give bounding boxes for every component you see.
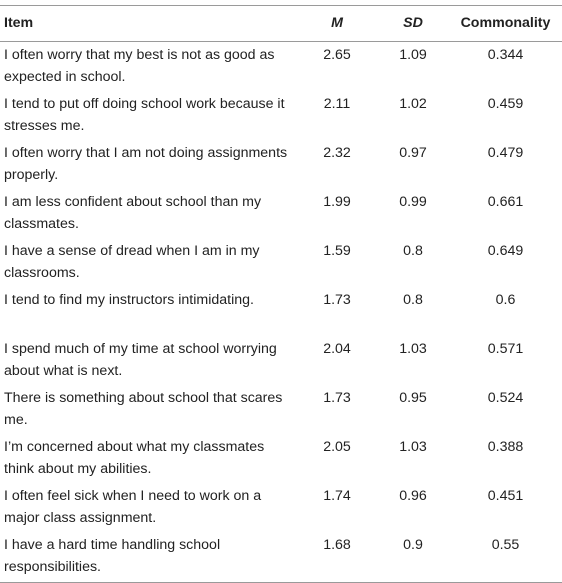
- table-row: [0, 532, 562, 583]
- cell-commonality: 0.661: [487, 194, 524, 210]
- table-row: [0, 336, 562, 385]
- item-statistics-table: [0, 5, 562, 583]
- cell-commonality: 0.6: [495, 292, 516, 308]
- cell-commonality: 0.55: [449, 532, 562, 583]
- header-item: Item: [0, 6, 297, 42]
- cell-item: I often worry that my best is not as good as expected in school.: [4, 47, 275, 85]
- cell-item: I spend much of my time at school worrying about what is next.: [4, 341, 277, 379]
- table-row: [0, 287, 562, 336]
- cell-item: I have a hard time handling school responsibilities.: [0, 532, 297, 583]
- cell-item: There is something about school that scares me.: [4, 390, 283, 428]
- cell-sd: 1.03: [399, 341, 427, 357]
- cell-item: I often feel sick when I need to work on a major class assignment.: [4, 488, 262, 526]
- cell-mean: 1.68: [297, 532, 377, 583]
- header-sd: SD: [377, 6, 449, 42]
- cell-sd: 0.95: [399, 390, 427, 406]
- cell-mean: 1.73: [323, 390, 351, 406]
- cell-mean: 1.59: [323, 243, 351, 259]
- cell-commonality: 0.344: [487, 47, 524, 63]
- cell-sd: 1.03: [399, 439, 427, 455]
- table-header: [0, 6, 562, 42]
- cell-mean: 1.74: [323, 488, 351, 504]
- cell-commonality: 0.388: [487, 439, 524, 455]
- cell-sd: 0.8: [403, 292, 423, 308]
- cell-commonality: 0.459: [487, 96, 524, 112]
- cell-item: I have a sense of dread when I am in my classrooms.: [4, 243, 260, 281]
- cell-item: I often worry that I am not doing assignments properly.: [4, 145, 288, 183]
- cell-sd: 1.09: [399, 47, 427, 63]
- cell-commonality: 0.524: [487, 390, 524, 406]
- table-row: [0, 42, 562, 92]
- header-mean: M: [297, 6, 377, 42]
- cell-sd: 0.96: [399, 488, 427, 504]
- cell-commonality: 0.479: [487, 145, 524, 161]
- cell-item: I tend to find my instructors intimidating.: [4, 292, 254, 308]
- cell-item: I am less confident about school than my classmates.: [4, 194, 262, 232]
- cell-mean: 1.99: [323, 194, 351, 210]
- cell-item: I tend to put off doing school work because it stresses me.: [4, 96, 285, 134]
- cell-sd: 1.02: [399, 96, 427, 112]
- cell-mean: 2.04: [323, 341, 351, 357]
- table-row: [0, 385, 562, 434]
- cell-sd: 0.8: [403, 243, 423, 259]
- cell-mean: 2.65: [323, 47, 351, 63]
- table-row: [0, 189, 562, 238]
- cell-commonality: 0.649: [487, 243, 524, 259]
- cell-mean: 2.05: [323, 439, 351, 455]
- table-row: [0, 434, 562, 483]
- header-commonality: Commonality: [449, 6, 562, 42]
- table-row: [0, 483, 562, 532]
- table-row: [0, 140, 562, 189]
- cell-mean: 2.11: [323, 96, 351, 112]
- cell-sd: 0.9: [377, 532, 449, 583]
- cell-sd: 0.97: [399, 145, 427, 161]
- cell-commonality: 0.451: [487, 488, 524, 504]
- cell-item: I’m concerned about what my classmates think about my abilities.: [4, 439, 265, 477]
- cell-mean: 1.73: [323, 292, 351, 308]
- cell-commonality: 0.571: [487, 341, 524, 357]
- header-row: [0, 6, 562, 42]
- cell-sd: 0.99: [399, 194, 427, 210]
- table-body: [0, 42, 562, 583]
- table-row: [0, 91, 562, 140]
- cell-mean: 2.32: [323, 145, 351, 161]
- table-row: [0, 238, 562, 287]
